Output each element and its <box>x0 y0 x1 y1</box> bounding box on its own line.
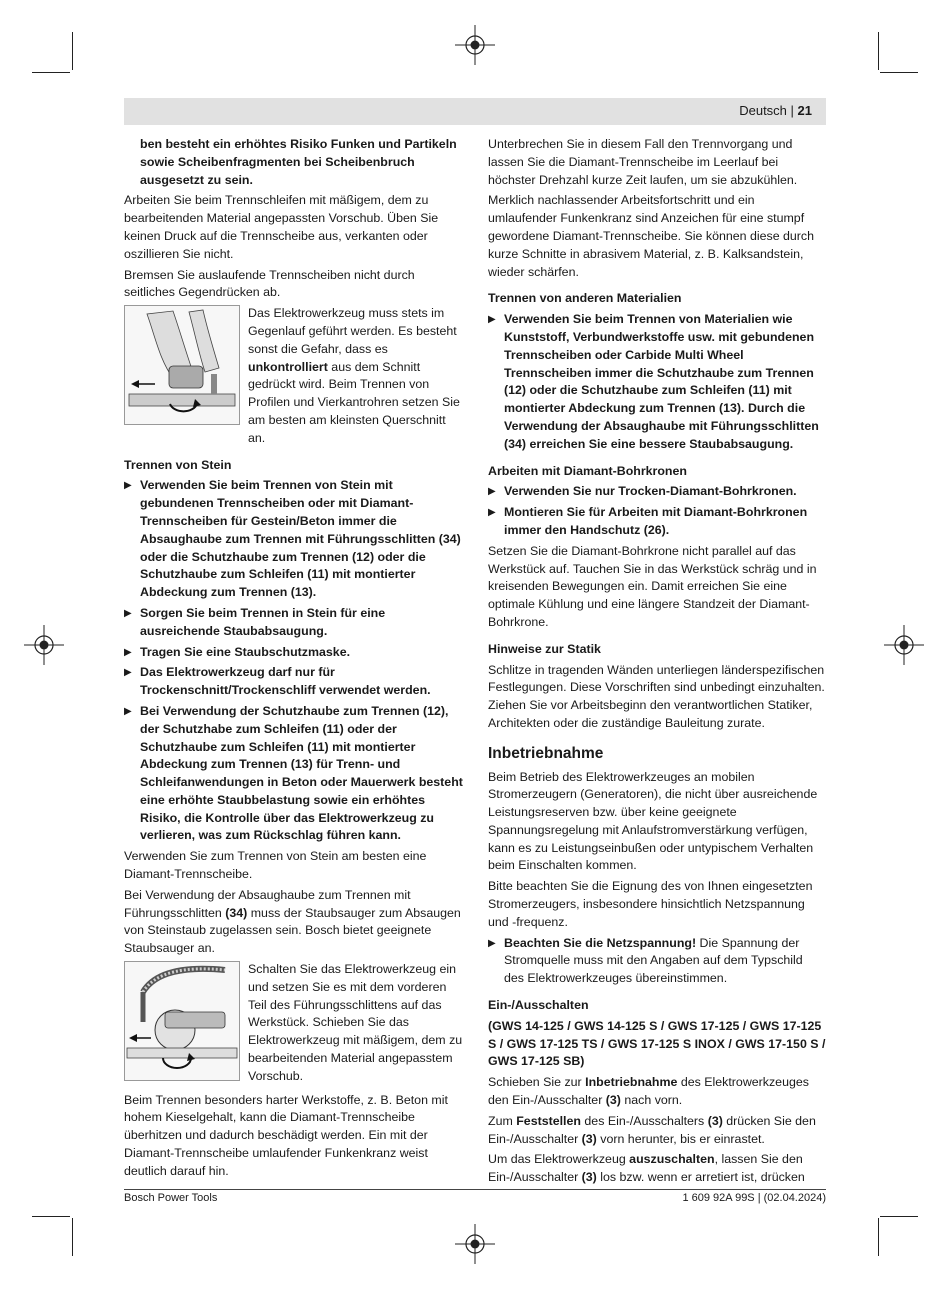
paragraph <box>488 1113 826 1149</box>
paragraph: Unterbrechen Sie in diesem Fall den Trennvorgang und lassen Sie die Diamant-Trennscheibe im Leerlauf bei höchster Drehzahl kurze Zeit laufen, um sie abzukühlen. <box>488 137 798 187</box>
page-header <box>124 98 826 125</box>
figure-block-2 <box>124 961 464 1086</box>
bullet-text: Sorgen Sie beim Trennen in Stein für eine ausreichende Staubabsaugung. <box>140 605 386 638</box>
warning-continuation: ben besteht ein erhöhtes Risiko Funken und Partikeln sowie Scheibenfragmenten bei Scheibenbruch ausgesetzt zu sein. <box>140 137 457 187</box>
bullet-arrow-icon: ▶ <box>488 507 496 519</box>
footer-doc-id: 1 609 92A 99S | (02.04.2024) <box>682 1192 826 1204</box>
bullet-arrow-icon: ▶ <box>124 667 132 679</box>
paragraph: Merklich nachlassender Arbeitsfortschritt und ein umlaufender Funkenkranz sind Anzeichen für eine stumpf gewordene Diamant-Trennscheibe. Sie können diese durch kurze Schnitte in abrasivem Material, z. B. Kalksandstein, wieder schärfen. <box>488 193 815 279</box>
text-run: vorn herunter, bis er einrastet. <box>596 1131 765 1146</box>
section-heading-stein: Trennen von Stein <box>124 457 232 472</box>
caption-text: aus dem Schnitt gedrückt wird. Beim Trennen von Profilen und Vierkantrohren setzen Sie am besten am kleinsten Querschnitt an. <box>248 359 460 445</box>
grinder-counter-rotation-figure <box>124 305 240 425</box>
reference-number: (3) <box>707 1113 723 1128</box>
paragraph: Verwenden Sie zum Trennen von Stein am besten eine Diamant-Trennscheibe. <box>124 849 427 882</box>
bullet-item <box>488 483 826 501</box>
crop-mark <box>880 1216 918 1217</box>
crop-mark <box>878 1218 879 1256</box>
text-emphasis: Feststellen <box>516 1113 581 1128</box>
header-language: Deutsch <box>739 103 787 118</box>
reference-number: (3) <box>605 1093 621 1108</box>
text-run: drücken Sie den Ein-/Ausschalter <box>488 1113 816 1146</box>
section-heading-inbetriebnahme: Inbetriebnahme <box>488 744 604 762</box>
text-run: Schieben Sie zur <box>488 1075 586 1090</box>
bullet-text: Verwenden Sie beim Trennen von Stein mit gebundenen Trennscheiben oder mit Diamant-Trennscheiben für Gestein/Beton immer die Absaughaube zum Trennen mit Führungsschlitten (34) oder die Schutzhaube zum Trennen (12) oder die Schutzhaube zum Schleifen (11) mit montierter Abdeckung zum Trennen (13). <box>140 478 461 600</box>
paragraph: Arbeiten Sie beim Trennschleifen mit mäßigem, dem zu bearbeitenden Material angepassten Vorschub. Üben Sie keinen Druck auf die Trennscheibe aus, verkanten oder oszillieren Sie nicht. <box>124 193 439 261</box>
section-heading-ein-aus: Ein-/Ausschalten <box>488 998 589 1013</box>
text-run: Zum <box>488 1113 517 1128</box>
paragraph: Schlitze in tragenden Wänden unterliegen länderspezifischen Festlegungen. Diese Vorschriften sind unbedingt einzuhalten. Ziehen Sie vor Arbeitsbeginn den verantwortlichen Statiker, Architekten oder die zuständige Bauleitung zurate. <box>488 662 825 730</box>
footer-brand: Bosch Power Tools <box>124 1192 218 1204</box>
figure-block-1 <box>124 305 464 447</box>
text-emphasis: Inbetriebnahme <box>585 1075 678 1090</box>
paragraph <box>488 1074 826 1110</box>
bullet-item <box>124 477 464 602</box>
text-run: los bzw. wenn er arretiert ist, drücken <box>596 1170 805 1185</box>
paragraph: Setzen Sie die Diamant-Bohrkrone nicht parallel auf das Werkstück auf. Tauchen Sie in das Werkstück schräg und in kreisenden Bewegungen ein. Damit erreichen Sie eine optimale Kühlung und eine längere Standzeit der Diamant-Bohrkrone. <box>488 543 817 629</box>
bullet-arrow-icon: ▶ <box>124 705 132 717</box>
text-run: Bei Verwendung der Absaughaube zum Trennen mit Führungsschlitten <box>124 887 411 920</box>
caption-text: Das Elektrowerkzeug muss stets im Gegenlauf geführt werden. Es besteht sonst die Gefahr, dass es <box>248 306 457 356</box>
bullet-text: Tragen Sie eine Staubschutzmaske. <box>140 644 351 659</box>
crop-mark <box>32 72 70 73</box>
paragraph: Bitte beachten Sie die Eignung des von Ihnen eingesetzten Stromerzeugers, insbesondere hinsichtlich Netzspannung und -frequenz. <box>488 879 813 929</box>
crop-mark <box>72 32 73 70</box>
paragraph: Bremsen Sie auslaufende Trennscheiben nicht durch seitliches Gegendrücken ab. <box>124 267 415 300</box>
registration-mark-icon <box>884 625 924 665</box>
paragraph: Beim Betrieb des Elektrowerkzeuges an mobilen Stromerzeugern (Generatoren), die nicht über ausreichende Leistungsreserven bzw. über keine geeignete Spannungsregelung mit Anlaufstromverstärkung verfügen, kann es zu Leistungseinbußen oder untypischem Verhalten beim Einschalten kommen. <box>488 769 818 873</box>
text-run: muss der Staubsauger zum Absaugen von Steinstaub zugelassen sein. Bosch bietet geeignete Staubsauger an. <box>124 905 461 956</box>
bullet-item <box>488 504 826 540</box>
paragraph: Beim Trennen besonders harter Werkstoffe, z. B. Beton mit hohem Kieselgehalt, kann die Diamant-Trennscheibe überhitzen und dadurch beschädigt werden. Ein mit der Diamant-Trennscheibe umlaufender Funkenkranz weist deutlich darauf hin. <box>124 1092 448 1178</box>
right-column <box>488 136 826 1190</box>
text-run: Um das Elektrowerkzeug <box>488 1152 630 1167</box>
crop-mark <box>32 1216 70 1217</box>
bullet-item <box>124 664 464 700</box>
bullet-arrow-icon: ▶ <box>124 646 132 658</box>
reference-number: (34) <box>225 905 248 920</box>
bullet-arrow-icon: ▶ <box>124 607 132 619</box>
bullet-text: Das Elektrowerkzeug darf nur für Trockenschnitt/Trockenschliff verwendet werden. <box>140 665 431 698</box>
bullet-text: Bei Verwendung der Schutzhaube zum Trennen (12), der Schutzhabe zum Schleifen (11) oder der Schutzhaube zum Schleifen (11) mit montierter Abdeckung zum Trennen (13) für Trenn- und Schleifanwendungen in Beton oder Mauerwerk besteht eine erhöhte Staubbelastung sowie ein erhöhtes Risiko, die Kontrolle über das Elektrowerkzeug zu verlieren, was zum Rückschlag führen kann. <box>140 703 463 843</box>
bullet-item <box>124 605 464 641</box>
paragraph <box>488 1151 826 1187</box>
model-list: (GWS 14-125 / GWS 14-125 S / GWS 17-125 / GWS 17-125 S / GWS 17-125 TS / GWS 17-125 S INOX / GWS 17-150 S / GWS 17-125 SB) <box>488 1018 826 1069</box>
bullet-arrow-icon: ▶ <box>124 480 132 492</box>
bullet-emphasis: Beachten Sie die Netzspannung! <box>504 935 697 950</box>
figure-1-caption <box>248 305 464 447</box>
crop-mark <box>880 72 918 73</box>
bullet-text: Die Spannung der Stromquelle muss mit den Angaben auf dem Typschild des Elektrowerkzeuges übereinstimmen. <box>504 935 803 986</box>
bullet-item <box>488 311 826 453</box>
bullet-item <box>124 703 464 845</box>
caption-emphasis: unkontrolliert <box>248 359 328 374</box>
registration-mark-icon <box>24 625 64 665</box>
section-heading-andere: Trennen von anderen Materialien <box>488 291 682 306</box>
bullet-arrow-icon: ▶ <box>488 937 496 949</box>
section-heading-statik: Hinweise zur Statik <box>488 641 601 656</box>
bullet-arrow-icon: ▶ <box>488 314 496 326</box>
guide-sled-cutting-figure <box>124 961 240 1081</box>
bullet-text: Verwenden Sie nur Trocken-Diamant-Bohrkronen. <box>504 484 797 499</box>
text-run: des Elektrowerkzeuges den Ein-/Ausschalter <box>488 1075 809 1108</box>
registration-mark-icon <box>455 1224 495 1264</box>
figure-2-caption: Schalten Sie das Elektrowerkzeug ein und setzen Sie es mit dem vorderen Teil des Führungsschlittens auf das Werkstück. Schieben Sie das Elektrowerkzeug mit mäßigem, dem zu bearbeitenden Material angepasstem Vorschub. <box>248 962 463 1083</box>
header-text: Deutsch | 21 <box>739 103 812 118</box>
section-heading-bohrkronen: Arbeiten mit Diamant-Bohrkronen <box>488 463 687 478</box>
bullet-text: Montieren Sie für Arbeiten mit Diamant-Bohrkronen immer den Handschutz (26). <box>504 505 808 537</box>
footer-rule <box>124 1189 826 1190</box>
registration-mark-icon <box>455 25 495 65</box>
text-run: , lassen Sie den Ein-/Ausschalter <box>488 1152 803 1185</box>
bullet-item <box>488 935 826 988</box>
bullet-item <box>124 644 464 662</box>
bullet-arrow-icon: ▶ <box>488 486 496 498</box>
text-run: des Ein-/Ausschalters <box>580 1113 708 1128</box>
paragraph <box>124 887 464 958</box>
left-column <box>124 136 464 1184</box>
bullet-text: Verwenden Sie beim Trennen von Materialien wie Kunststoff, Verbundwerkstoffe usw. mit gebundenen Trennscheiben oder Carbide Multi Wheel Trennscheiben immer die Schutzhaube zum Trennen (12) oder die Schutzhaube zum Schleifen (11) mit montierter Abdeckung zum Trennen (13). Durch die Verwendung der Absaughaube mit Führungsschlitten (34) erreichen Sie eine bessere Staubabsaugung. <box>504 312 819 451</box>
reference-number: (3) <box>581 1131 597 1146</box>
page-number: 21 <box>797 103 812 118</box>
text-emphasis: auszuschalten <box>629 1152 715 1167</box>
crop-mark <box>878 32 879 70</box>
reference-number: (3) <box>581 1170 597 1185</box>
crop-mark <box>72 1218 73 1256</box>
text-run: nach vorn. <box>620 1093 683 1108</box>
